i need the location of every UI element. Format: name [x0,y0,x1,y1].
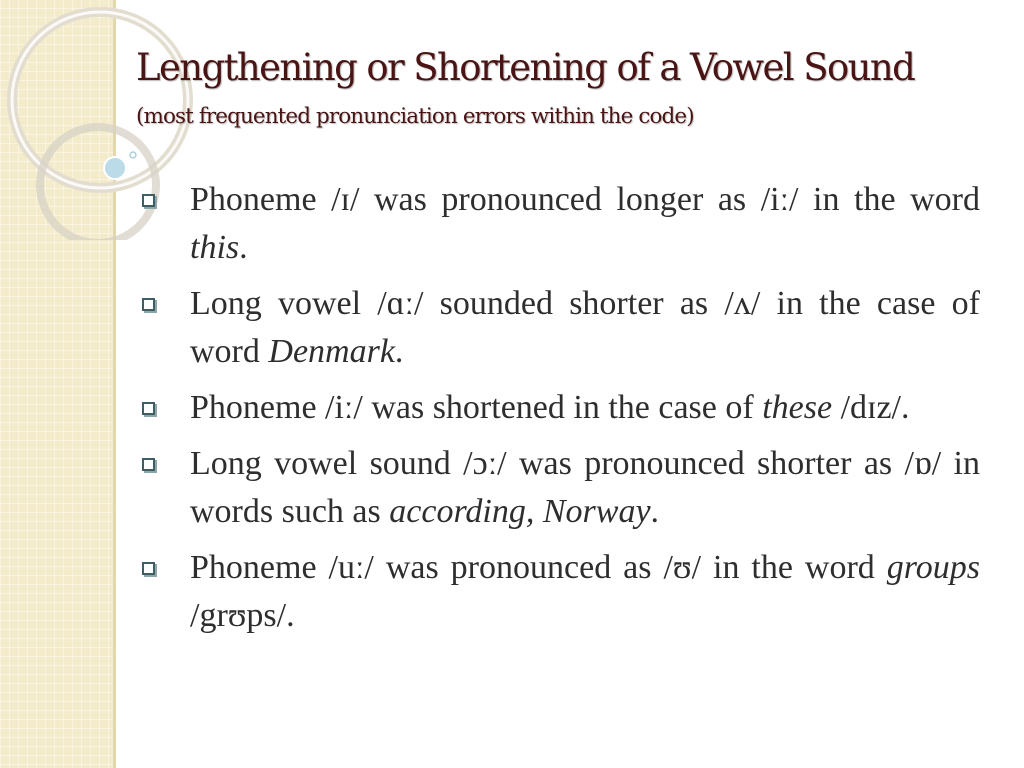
square-bullet-icon [142,402,155,415]
bullet-item [140,176,980,272]
bullet-list [140,176,980,648]
bullet-emphasis: groups [886,549,980,586]
bullet-tail: /dɪz/. [832,389,910,426]
bullet-emphasis: these [762,389,833,426]
bullet-text: Phoneme /iː/ was shortened in the case of [190,389,763,426]
bullet-text: Phoneme /ɪ/ was pronounced longer as /iː/ in the word [190,181,980,218]
square-bullet-icon [142,562,155,575]
bullet-tail: . [650,493,660,530]
square-bullet-icon [142,298,155,311]
bullet-emphasis: this [190,229,240,266]
bullet-text: Phoneme /uː/ was pronounced as /ʊ/ in the word [190,549,887,586]
bullet-tail: . [239,229,248,266]
bullet-tail: /grʊps/. [190,597,295,634]
bullet-text: Long vowel /ɑː/ sounded shorter as /ʌ/ in the case of word [190,285,980,370]
square-bullet-icon [142,194,155,207]
square-bullet-icon [142,458,155,471]
slide-subtitle: (most frequented pronunciation errors within the code) [136,104,694,129]
slide-title: Lengthening or Shortening of a Vowel Sound [136,46,915,89]
bullet-item [140,440,980,536]
bullet-emphasis: Denmark [268,333,395,370]
decoration-dot [104,157,126,179]
bullet-text: Long vowel sound /ɔː/ was pronounced shorter as /ɒ/ in words such as [190,445,980,530]
bullet-tail: . [394,333,404,370]
bullet-item [140,384,980,432]
bullet-item [140,544,980,640]
bullet-item [140,280,980,376]
bullet-emphasis: according, Norway [389,493,651,530]
